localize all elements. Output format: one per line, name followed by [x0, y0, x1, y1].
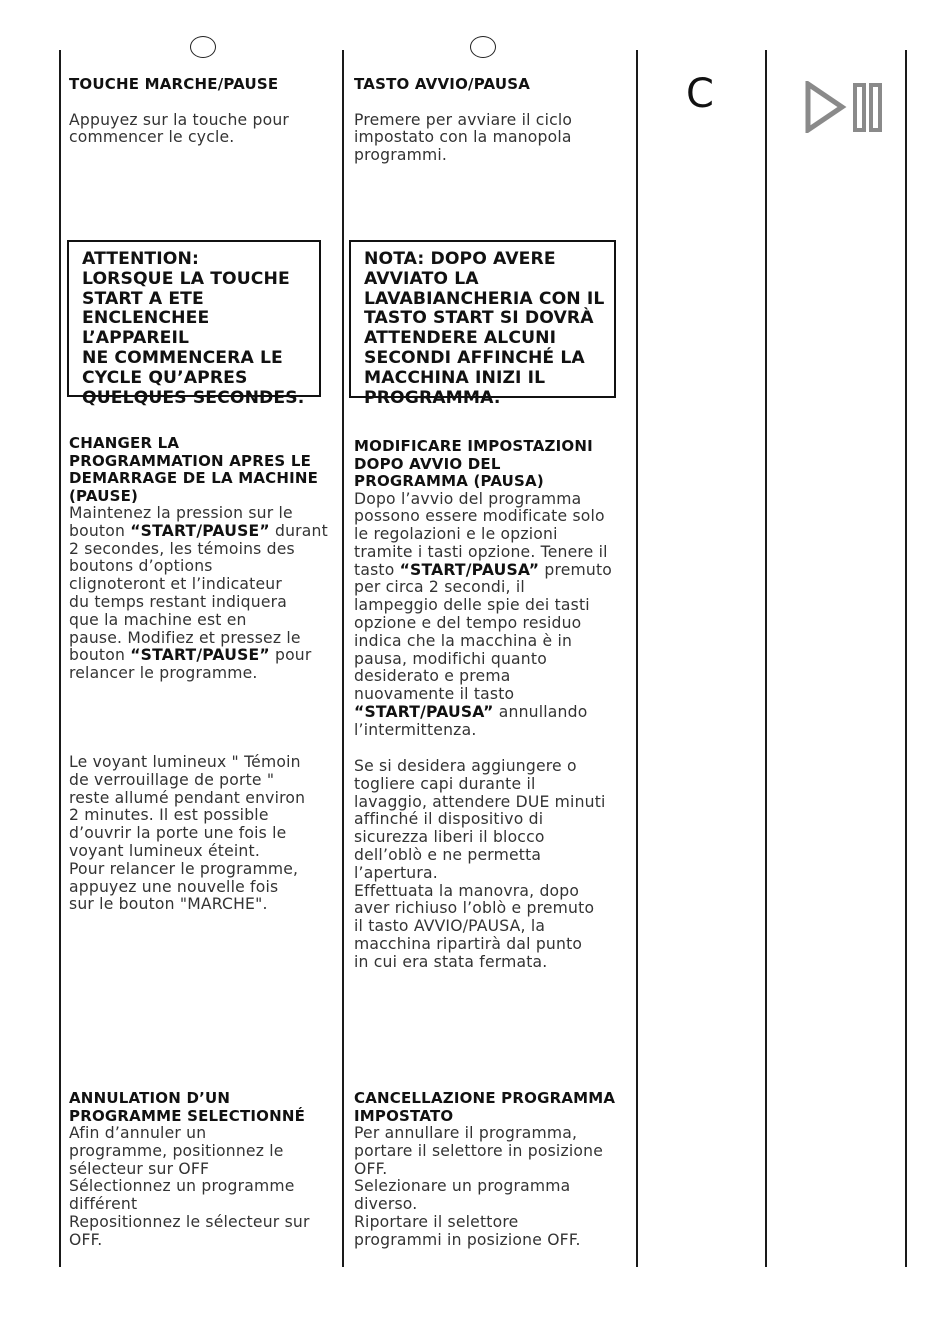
it-change-title: MODIFICARE IMPOSTAZIONI DOPO AVVIO DEL PROGRAMMA (PAUSA): [354, 437, 593, 490]
fr-start-pause-title: TOUCHE MARCHE/PAUSE: [69, 75, 279, 93]
it-cancel-title: CANCELLAZIONE PROGRAMMA IMPOSTATO: [354, 1089, 616, 1125]
fr-cancel-text: Afin d’annuler un programme, positionnez le sélecteur sur OFF Sélectionnez un programme différent Repositionnez le sélecteur sur OFF.: [69, 1124, 310, 1249]
fr-change-text: durant 2 secondes, les témoins des boutons d’options clignoteront et l’indicateur du temps restant indiquera que la machine est en pause. Modifiez et pressez le bouton: [69, 521, 328, 665]
fr-cancel-section: [69, 1090, 339, 1250]
fr-change-title: CHANGER LA PROGRAMMATION APRES LE DEMARRAGE DE LA MACHINE (PAUSE): [69, 434, 319, 505]
column-divider: [905, 50, 907, 1267]
it-cancel-text: Per annullare il programma, portare il selettore in posizione OFF. Selezionare un programma diverso. Riportare il selettore programmi in posizione OFF.: [354, 1124, 603, 1249]
fr-start-pause-key: “START/PAUSE”: [130, 521, 270, 540]
fr-start-pause-section: [69, 76, 334, 147]
fr-door-lock-section: [69, 754, 339, 914]
fr-attention-box: ATTENTION: LORSQUE LA TOUCHE START A ETE ENCLENCHEE L’APPAREIL NE COMMENCERA LE CYCLE QU’APRES QUELQUES SECONDES.: [67, 240, 321, 397]
fr-change-text: Maintenez la pression sur le bouton: [69, 504, 293, 540]
it-change-text: Dopo l’avvio del programma possono essere modificate solo le regolazioni e le opzioni tramite i tasti opzione. Tenere il tasto: [354, 489, 608, 579]
it-door-lock-text: Se si desidera aggiungere o togliere capi durante il lavaggio, attendere DUE minuti affinché il dispositivo di sicurezza liberi il blocco dell’oblò e ne permetta l’apertura. Effettuata la manovra, dopo aver richiuso l’oblò e premuto il tasto AVVIO/PAUSA, la macchina ripartirà dal punto in cui era stata fermata.: [354, 757, 606, 971]
circle-outline-icon: [190, 36, 216, 58]
it-change-text: annullando l’intermittenza.: [354, 703, 588, 739]
column-divider: [342, 50, 344, 1267]
it-door-lock-section: [354, 758, 632, 972]
fr-change-text: pour relancer le programme.: [69, 646, 312, 683]
circle-outline-icon: [470, 36, 496, 58]
it-start-pausa-key: “START/PAUSA”: [399, 560, 540, 579]
fr-cancel-title: ANNULATION D’UN PROGRAMME SELECTIONNÉ: [69, 1089, 306, 1125]
column-divider: [765, 50, 767, 1267]
fr-change-section: [69, 435, 339, 683]
play-pause-icon: [804, 81, 884, 133]
fr-door-lock-text: Le voyant lumineux " Témoin de verrouillage de porte " reste allumé pendant environ 2 minutes. Il est possible d’ouvrir la porte une fois le voyant lumineux éteint. Pour relancer le programme, appuyez une nouvelle fois sur le bouton "MARCHE".: [69, 753, 306, 914]
column-letter: C: [686, 71, 714, 117]
it-start-pausa-key: “START/PAUSA”: [354, 703, 494, 722]
it-nota-box: NOTA: DOPO AVERE AVVIATO LA LAVABIANCHERIA CON IL TASTO START SI DOVRÀ ATTENDERE ALCUNI SECONDI AFFINCHÉ LA MACCHINA INIZI IL PROGRAMMA.: [349, 240, 616, 398]
it-cancel-section: [354, 1090, 632, 1250]
it-start-pause-text: Premere per avviare il ciclo impostato con la manopola programmi.: [354, 110, 573, 165]
it-start-pause-section: [354, 76, 629, 165]
it-change-text: premuto per circa 2 secondi, il lampeggio delle spie dei tasti opzione e del tempo residuo indica che la macchina è in pausa, modifichi quanto desiderato e prema nuovamente il tasto: [354, 560, 613, 704]
fr-start-pause-text: Appuyez sur la touche pour commencer le cycle.: [69, 110, 290, 147]
fr-start-pause-key: “START/PAUSE”: [130, 646, 270, 665]
column-divider: [59, 50, 61, 1267]
it-change-section: [354, 438, 632, 740]
it-start-pause-title: TASTO AVVIO/PAUSA: [354, 75, 531, 93]
column-divider: [636, 50, 638, 1267]
